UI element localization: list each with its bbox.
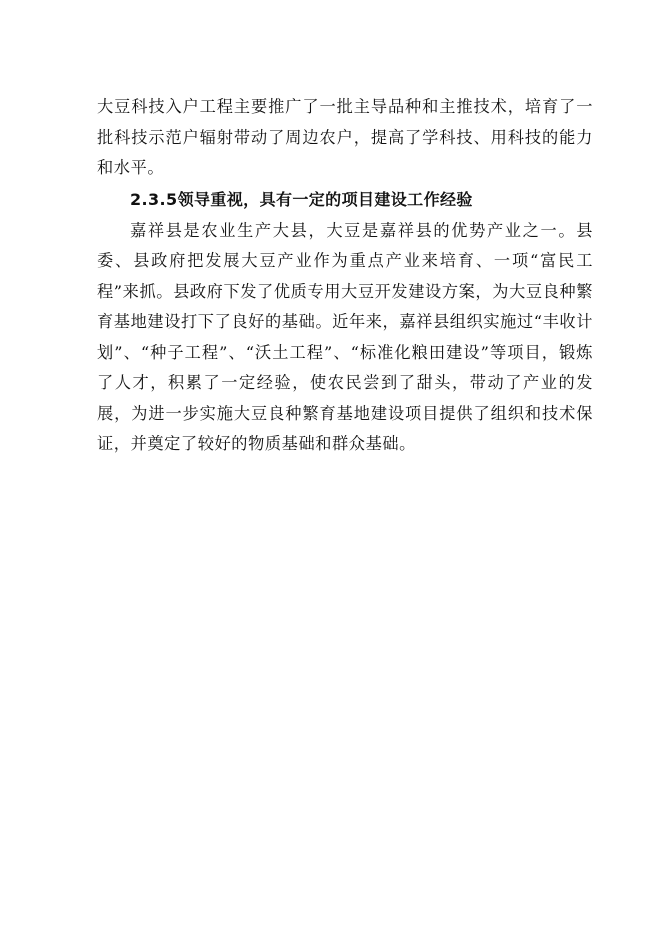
section-title: 领导重视，具有一定的项目建设工作经验: [177, 189, 473, 209]
body-paragraph: 大豆科技入户工程主要推广了一批主导品种和主推技术，培育了一批科技示范户辐射带动了周边农户，提高了学科技、用科技的能力和水平。: [97, 97, 593, 177]
document-page: [97, 92, 593, 460]
section-number: 2.3.5: [130, 189, 178, 209]
body-paragraph: 嘉祥县是农业生产大县，大豆是嘉祥县的优势产业之一。县委、县政府把发展大豆产业作为重点产业来培育、一项“富民工程”来抓。县政府下发了优质专用大豆开发建设方案，为大豆良种繁育基地建设打下了良好的基础。近年来，嘉祥县组织实施过“丰收计划”、“种子工程”、“沃土工程”、“标准化粮田建设”等项目，锻炼了人才，积累了一定经验，使农民尝到了甜头，带动了产业的发展，为进一步实施大豆良种繁育基地建设项目提供了组织和技术保证，并奠定了较好的物质基础和群众基础。: [97, 220, 593, 453]
section-heading: [97, 184, 593, 216]
